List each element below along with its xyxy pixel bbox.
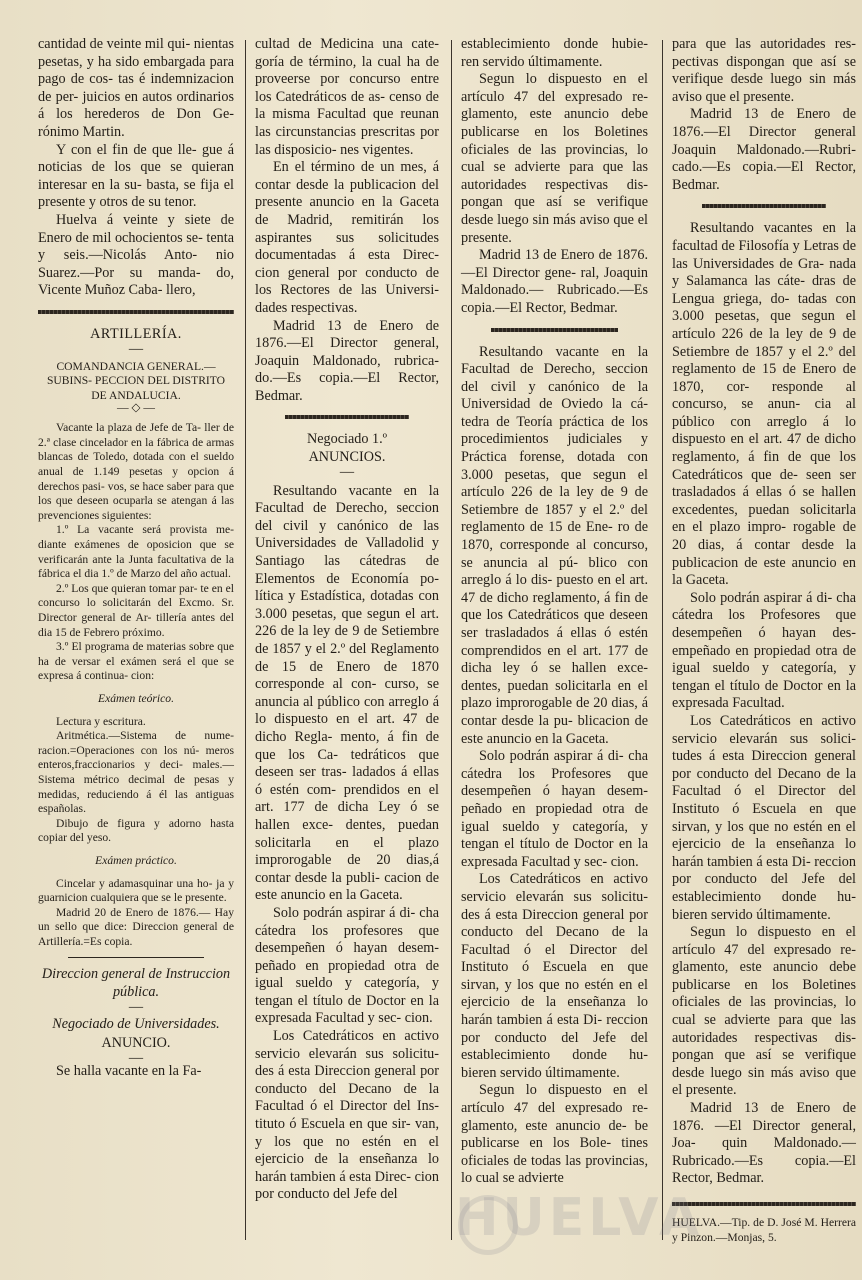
column-divider — [245, 40, 246, 1240]
section-title: ARTILLERÍA. — [90, 325, 182, 342]
paragraph: Resultando vacante en la Facultad de Derecho, seccion del civil y canónico de las Universidades de Valladolid y Santiago las cátedras de Elementos de Economía po- lítica y Estadística, dotadas con 3.000 pesetas, que segun el art. 226 de la ley de 9 de Setiembre de 1857 y el 2.º del Reglamento de 15 de Enero de 1870 corresponde al con- curso, se anuncia al público con arreglo á lo dispuesto en el art. 47 de dicho Regla- mento, á fin de que los Ca- tedráticos que deseen ser tras- ladados á ellas ó estén com- prendidos en el art. 177 de dicha Ley ó se hallen exce- dentes, puedan solicitarla en el plazo improrogable de 20 dias,á contar desde la publi- cacion de este anuncio en la Gaceta. — [255, 482, 439, 904]
column-1 — [38, 36, 234, 1080]
ornament: — — [128, 340, 144, 357]
ornament: — — [128, 1049, 144, 1066]
subheading: Negociado de Universidades. — [52, 1015, 220, 1032]
ornament: — — [339, 463, 355, 480]
heading: ANUNCIO. — [101, 1035, 171, 1052]
section-rule — [491, 328, 618, 332]
subheading: Exámen práctico. — [95, 853, 177, 867]
paragraph: En el término de un mes, á contar desde la publicacion del presente anuncio en la Gaceta de Madrid, remitirán los aspirantes sus solicitudes documentadas á esta Direc- cion general por conducto de los Rectores de las Universi- dades respectivas. — [255, 159, 439, 316]
paragraph: 3.º El programa de materias sobre que ha de versar el exámen será el que se expresa á continua- cion: — [38, 640, 234, 683]
paragraph: Huelva á veinte y siete de Enero de mil ochocientos se- tenta y seis.—Nicolás Anto- nio Suarez.—Por su manda- do, Vicente Muñoz Caba- llero, — [38, 211, 234, 299]
paragraph: Solo podrán aspirar á di- cha cátedra los Profesores que desempeñen ó hayan desem- peñado en propiedad otra de igual sueldo y categoría, y tengan el título de Doctor en la expresada Facultad y sec- cion. — [461, 748, 648, 870]
column-divider — [662, 40, 663, 1240]
ornament: — ◇ — — [117, 401, 155, 415]
paragraph: 2.º Los que quieran tomar par- te en el concurso lo solicitarán del Excmo. Sr. Director general de Ar- tillería antes del dia 15 de Febrero próximo. — [38, 581, 234, 639]
section-subtitle: COMANDANCIA GENERAL.—SUBINS- PECCION DEL DISTRITO DE ANDALUCIA. — [46, 359, 226, 402]
paragraph: Lectura y escritura. — [56, 714, 146, 728]
paragraph: Solo podrán aspirar á di- cha cátedra los Profesores que desempeñen ó hayan des- empeñado en propiedad otra de igual sueldo y categoría, y tengan el título de Doctor en la expresada Facultad. — [672, 589, 856, 712]
paragraph: Aritmética.—Sistema de nume- racion.=Operaciones con los nú- meros enteros,fraccionarios y deci- males.—Sistema métrico decimal de pesas y medidas, reduciendo á él las antiguas españolas. — [38, 729, 234, 816]
paragraph: Segun lo dispuesto en el artículo 47 del expresado re- glamento, este anuncio debe publicarse en los Boletines oficiales de las provincias, lo cual se advierte para que las autoridades respectivas dis- pongan que así se verifique desde luego sin más aviso que el presente. — [672, 924, 856, 1099]
divider — [68, 957, 204, 958]
paragraph: Dibujo de figura y adorno hasta copiar del yeso. — [38, 816, 234, 845]
section-title: Direccion general de Instruccion pública. — [41, 966, 231, 1001]
paragraph: Madrid 13 de Enero de 1876. —El Director general, Joa- quin Maldonado.—Rubricado.—Es copia.—El Rector, Bedmar. — [672, 1100, 856, 1187]
paragraph: Madrid 20 de Enero de 1876.— Hay un sello que dice: Direccion general de Artillería.=Es copia. — [38, 905, 234, 948]
paragraph: Madrid 13 de Enero de 1876.—El Director general Joaquin Maldonado.—Rubri- cado.—Es copia.—El Rector, Bedmar. — [672, 106, 856, 193]
subheading: Negociado 1.º — [306, 431, 388, 448]
paragraph: Los Catedráticos en activo servicio elevarán sus solicitu- des á esta Direccion general por conducto del Decano de la Facultad ó el Director del Ins- tituto ó Escuela en que sir- van, y los que no estén en el ejercicio de la enseñanza lo harán tambien á esta Direc- cion por conducto del Jefe del — [255, 1028, 439, 1203]
paragraph: 1.º La vacante será provista me- diante exámenes de oposicion que se verificarán ante la Junta facultativa de la fábrica el dia 1.º de Marzo del año actual. — [38, 523, 234, 581]
paragraph: Y con el fin de que lle- gue á noticias de los que se quieran interesar en la su- basta, se fija el presente y otros de su tenor. — [38, 141, 234, 211]
paragraph: Cincelar y adamasquinar una ho- ja y guarnicion cualquiera que se le presente. — [38, 876, 234, 905]
paragraph: establecimiento donde hubie- ren servido últimamente. — [461, 36, 648, 70]
paragraph: Vacante la plaza de Jefe de Ta- ller de 2.ª clase cincelador en la fábrica de armas blancas de Toledo, dotada con el sueldo anual de 1.149 pesetas y opcion á derechos pasi- vos, se hace saber para que los que deseen ocuparla se atengan á las prevenciones siguientes: — [38, 421, 234, 522]
heading: ANUNCIOS. — [308, 449, 386, 466]
paragraph: Los Catedráticos en activo servicio elevarán sus solici- tudes á esta Direccion general por conducto del Decano de la Facultad ó el Director del Instituto ó Escuela en que sirvan, y los que no estén en el ejercicio de la enseñanza lo harán tambien á esta Di- reccion por conducto del Jefe del establecimiento donde hu- bieren servido últimamente. — [672, 712, 856, 923]
column-3 — [461, 36, 648, 1188]
paragraph: Solo podrán aspirar á di- cha cátedra los profesores que desempeñen ó hayan desem- peñado en propiedad otra de igual sueldo y categoría, y tengan el título de Doctor en la expresada Facultad y sec- cion. — [255, 904, 439, 1027]
section-rule — [285, 415, 409, 419]
paragraph: cultad de Medicina una cate- goría de término, la cual ha de proveerse por concurso entre los Catedráticos de as- censo de la misma Facultad que reunan las circunstancias prescritas por las disposicio- nes vigentes. — [255, 36, 439, 158]
paragraph: cantidad de veinte mil qui- nientas pesetas, y ha sido embargada para pago de cos- tas é indemnizacion de per- juicios en autos ordinarios á los herederos de Don Ge- rónimo Martin. — [38, 36, 234, 140]
paragraph: Se halla vacante en la Fa- — [56, 1062, 202, 1079]
paragraph: Los Catedráticos en activo servicio elevarán sus solicitu- des á esta Direccion general por conducto del Decano de la Facultad ó el Director del Instituto ó Escuela en que sirvan, y los que no estén en el ejercicio de la enseñanza lo harán tambien á esta Di- reccion por conducto del Jefe del establecimiento donde hu- bieren servido últimamente. — [461, 871, 648, 1081]
subheading: Exámen teórico. — [98, 691, 174, 705]
paragraph: Resultando vacantes en la facultad de Filosofía y Letras de las Universidades de Gra- nada y Salamanca las cáte- dras de Lengua griega, do- tadas con 3.000 pesetas, que segun el artículo 226 de la ley de 9 de Setiembre de 1857 y el 2.º del reglamento de 15 de Enero de 1870, cor- responde al concurso, se anun- cia al público con arreglo á lo dispuesto en el art. 47 de dicho reglamento, á fin de que los Catedráticos que de- seen ser trasladados á ellas ó se hallen excedentes, puedan solicitarla en el plazo impro- rogable de 20 dias, á contar desde la publicacion de este anuncio en la Gaceta. — [672, 220, 856, 589]
paragraph: Resultando vacante en la Facultad de Derecho, seccion del civil y canónico de la Universidad de Oviedo la cá- tedra de Teoría práctica de los procedimientos judiciales y Práctica forense, dotada con 3.000 pesetas, que segun el artículo 226 de la ley de 9 de Setiembre de 1857 y el 2.º del reglamento de 15 de Ene- ro de 1870, corresponde al concurso, se anuncia al pú- blico con arreglo á lo dis- puesto en el art. 47 de dicho reglamento, á fin de que los Catedráticos que deseen ser trasladados á ellas ó estén comprendidos en el art. 177 de dicha ley ó se hallen exce- dentes, puedan solicitarla en el plazo improrogable de 20 dias, á contar desde la pu- blicacion de este anuncio en la Gaceta. — [461, 343, 648, 747]
paragraph: Madrid 13 de Enero de 1876.—El Director general, Joaquin Maldonado, rubrica- do.—Es copia.—El Rector, Bedmar. — [255, 317, 439, 404]
paragraph: para que las autoridades res- pectivas dispongan que así se verifique desde luego sin más aviso que el presente. — [672, 36, 856, 105]
column-divider — [451, 40, 452, 1240]
column-4 — [672, 36, 856, 1245]
section-rule — [702, 204, 826, 208]
section-rule — [38, 310, 234, 314]
watermark: HUELVA — [455, 1188, 704, 1248]
printer-imprint: HUELVA.—Tip. de D. José M. Herrera y Pinzon.—Monjas, 5. — [672, 1216, 856, 1244]
ornament: — — [128, 998, 144, 1015]
paragraph: Madrid 13 de Enero de 1876.—El Director gene- ral, Joaquin Maldonado.— Rubricado.—Es copia.—El Rector, Bedmar. — [461, 247, 648, 316]
paragraph: Segun lo dispuesto en el artículo 47 del expresado re- glamento, este anuncio de- be publicarse en los Bole- tines oficiales de todas las provincias, lo cual se advierte — [461, 1082, 648, 1187]
paragraph: Segun lo dispuesto en el artículo 47 del expresado re- glamento, este anuncio debe publicarse en los Boletines oficiales de las provincias, lo cual se advierte para que las autoridades respectivas dis- pongan que así se verifique desde luego sin más aviso que el presente. — [461, 71, 648, 246]
column-2 — [255, 36, 439, 1204]
